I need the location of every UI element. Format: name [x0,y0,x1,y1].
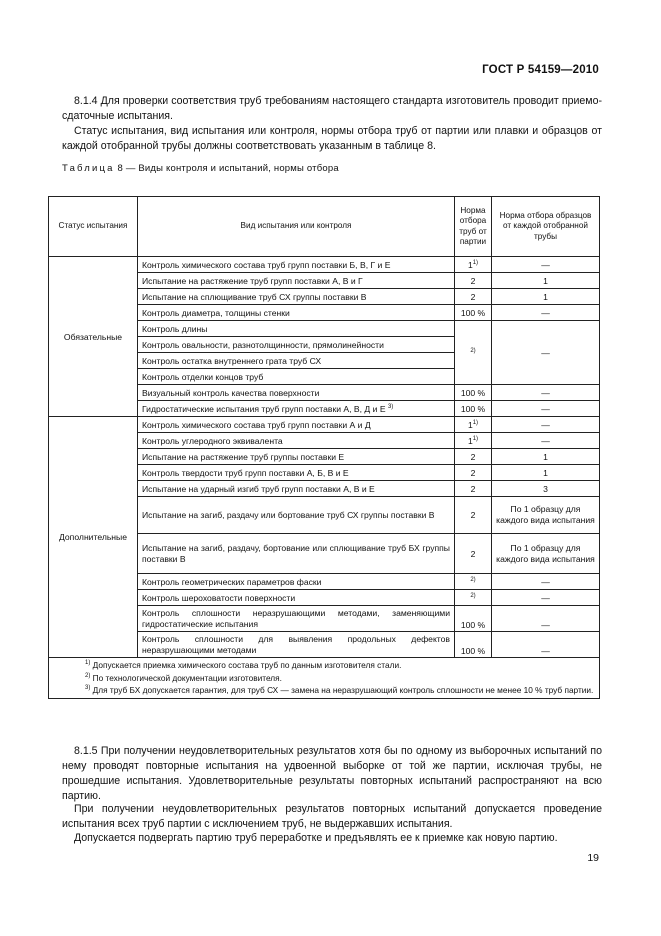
row-samples: — [492,632,600,658]
row-samples: — [492,257,600,273]
row-norm: 2) [455,590,492,606]
row-kind: Контроль сплошности для выявления продольных дефектов неразрушающими методами [138,632,455,658]
row-norm: 2 [455,481,492,497]
row-norm: 2 [455,497,492,534]
row-kind: Контроль отделки концов труб [138,369,455,385]
row-kind: Гидростатические испытания труб групп поставки А, В, Д и Е $^{3)}$ [138,401,455,417]
table-row [49,417,600,433]
row-norm-merged: 2) [455,321,492,385]
row-kind: Контроль диаметра, толщины стенки [138,305,455,321]
caption-text: 8 — Виды контроля и испытаний, нормы отбора [114,163,339,174]
row-norm: 1$^{1)}$ [455,433,492,449]
paragraph-8-1-5-reprocess [62,831,602,846]
row-kind: Испытание на ударный изгиб труб групп поставки А, В и Е [138,481,455,497]
table-notes [49,658,600,699]
header-norm-samples: Норма отбора образцов от каждой отобранной трубы [492,197,600,257]
row-kind: Контроль овальности, разнотолщинности, прямолинейности [138,337,455,353]
row-samples-merged: — [492,321,600,385]
row-samples: — [492,433,600,449]
row-norm: 2 [455,465,492,481]
row-norm: 2 [455,534,492,574]
row-samples: 1 [492,273,600,289]
group-additional: Дополнительные [49,417,138,658]
row-samples: По 1 образцу для каждого вида испытания [492,497,600,534]
row-samples: По 1 образцу для каждого вида испытания [492,534,600,574]
row-samples: — [492,305,600,321]
page-number: 19 [587,852,599,864]
paragraph-8-1-5-retest [62,802,602,832]
row-kind: Контроль шероховатости поверхности [138,590,455,606]
paragraph-text: 8.1.5 При получении неудовлетворительных результатов хотя бы по одному из выборочных испытаний по нему проводят повторные испытания на удвоенной выборке от той же партии, исключая трубы, не прошедшие испытания. Удовлетворительные результаты повторных испытаний распространяют на всю партию. [62,745,602,802]
row-kind: Контроль твердости труб групп поставки А, Б, В и Е [138,465,455,481]
row-kind: Контроль химического состава труб групп поставки Б, В, Г и Е [138,257,455,273]
paragraph-text: 8.1.4 Для проверки соответствия труб требованиям настоящего стандарта изготовитель проводит приемо-сдаточные испытания. [62,95,602,122]
paragraph-text: Допускается подвергать партию труб переработке и предъявлять ее к приемке как новую партию. [74,832,558,844]
row-kind: Контроль химического состава труб групп поставки А и Д [138,417,455,433]
paragraph-text: Статус испытания, вид испытания или контроля, нормы отбора труб от партии или плавки и образцов от каждой отобранной трубы должны соответствовать указанным в таблице 8. [62,125,602,152]
row-norm: 100 % [455,305,492,321]
group-mandatory: Обязательные [49,257,138,417]
row-kind: Контроль углеродного эквивалента [138,433,455,449]
row-norm: 2) [455,574,492,590]
row-kind: Испытание на растяжение труб групп поставки А, В и Г [138,273,455,289]
row-samples: — [492,590,600,606]
paragraph-text: При получении неудовлетворительных результатов повторных испытаний допускается проведение испытания всех труб партии с исключением труб, не выдержавших испытания. [62,803,602,830]
table-row [49,257,600,273]
paragraph-8-1-4 [62,94,602,124]
caption-word: Таблица [62,163,115,174]
row-samples: — [492,401,600,417]
row-kind: Контроль длины [138,321,455,337]
row-norm: 100 % [455,401,492,417]
row-samples: 1 [492,289,600,305]
row-kind: Контроль остатка внутреннего грата труб СХ [138,353,455,369]
paragraph-8-1-5 [62,744,602,804]
row-kind: Испытание на сплющивание труб СХ группы поставки В [138,289,455,305]
row-kind: Визуальный контроль качества поверхности [138,385,455,401]
row-norm: 100 % [455,606,492,632]
header-kind: Вид испытания или контроля [138,197,455,257]
row-norm: 2 [455,289,492,305]
row-norm: 2 [455,449,492,465]
row-norm: 2 [455,273,492,289]
note-1: $^{1)}$ Допускается приемка химического состава труб по данным изготовителя стали. [85,660,402,670]
row-kind: Контроль геометрических параметров фаски [138,574,455,590]
row-norm: 1$^{1)}$ [455,417,492,433]
table-caption [62,163,339,174]
row-norm: 100 % [455,385,492,401]
document-header: ГОСТ Р 54159—2010 [482,64,599,76]
row-samples: — [492,606,600,632]
row-samples: 3 [492,481,600,497]
header-norm-pipes: Норма отбора труб от партии [455,197,492,257]
row-kind: Испытание на загиб, раздачу или бортование труб СХ группы поставки В [138,497,455,534]
note-3: $^{3)}$ Для труб БХ допускается гарантия, для труб СХ — замена на неразрушающий контроль сплошности не менее 10 % труб партии. [85,685,594,695]
header-status: Статус испытания [49,197,138,257]
row-samples: — [492,574,600,590]
row-norm: 100 % [455,632,492,658]
paragraph-8-1-4-status [62,124,602,154]
row-kind: Испытание на растяжение труб группы поставки Е [138,449,455,465]
table-8 [48,196,600,699]
row-norm: 1$^{1)}$ [455,257,492,273]
row-samples: 1 [492,449,600,465]
row-samples: 1 [492,465,600,481]
row-kind: Испытание на загиб, раздачу, бортование или сплющивание труб БХ группы поставки В [138,534,455,574]
row-samples: — [492,417,600,433]
note-2: $^{2)}$ По технологической документации изготовителя. [85,672,282,683]
row-samples: — [492,385,600,401]
row-kind: Контроль сплошности неразрушающими методами, заменяющими гидростатические испытания [138,606,455,632]
